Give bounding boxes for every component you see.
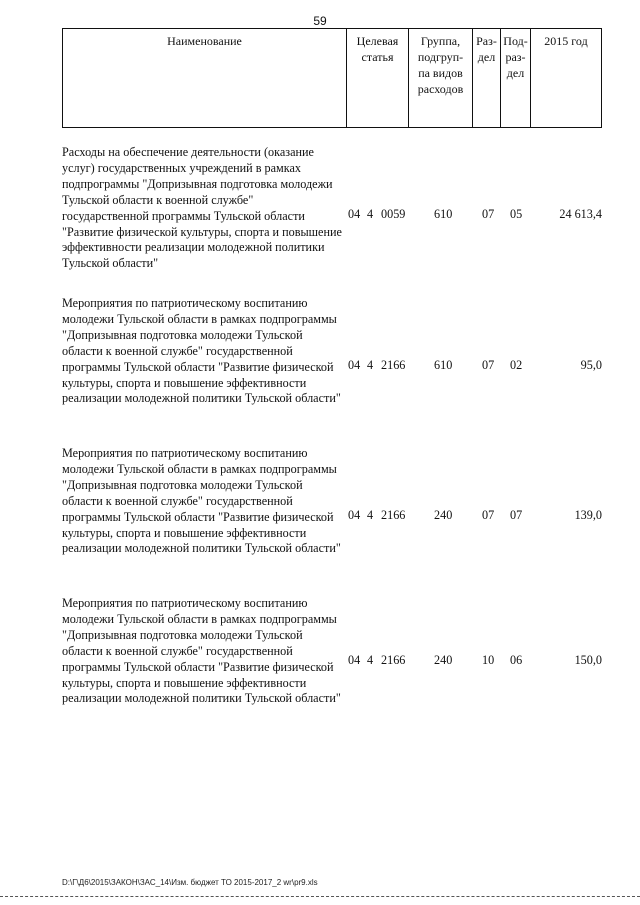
row-code-direction: 2166 [381,358,406,372]
row-code-direction: 0059 [381,207,406,221]
page-edge-divider [0,896,640,897]
row-section: 07 [482,207,495,221]
row-expense-group: 240 [434,508,453,522]
row-expense-group: 240 [434,653,453,667]
row-amount: 150,0 [574,653,602,667]
page-number: 59 [313,14,327,28]
header-year: 2015 год [544,34,588,48]
header-subsection: Под- раз- дел [501,29,531,127]
row-subsection: 05 [510,207,523,221]
row-section: 10 [482,653,495,667]
row-code-program: 04 [348,358,361,372]
row-code-subprogram: 4 [367,358,374,372]
row-description: Мероприятия по патриотическому воспитанию молодежи Тульской области в рамках подпрограммы "Допризывная подготовка молодежи Тульской области к военной службе" государственной программы Тульской области "Развитие физической культуры, спорта и повышение эффективности реализации молодежной политики Тульской области" [62,596,341,706]
row-description: Мероприятия по патриотическому воспитанию молодежи Тульской области в рамках подпрограммы "Допризывная подготовка молодежи Тульской области к военной службе" государственной программы Тульской области "Развитие физической культуры, спорта и повышение эффективности реализации молодежной политики Тульской области" [62,296,341,406]
table-row [62,296,602,426]
row-code-subprogram: 4 [367,207,374,221]
row-code-program: 04 [348,207,361,221]
row-description: Расходы на обеспечение деятельности (оказание услуг) государственных учреждений в рамках подпрограммы "Допризывная подготовка молодежи Тульской области к военной службе" государственной программы Тульской области "Развитие физической культуры, спорта и повышение эффективности реализации молодежной политики Тульской области" [62,145,342,271]
header-name: Наименование [63,29,347,127]
row-code-program: 04 [348,653,361,667]
row-description: Мероприятия по патриотическому воспитанию молодежи Тульской области в рамках подпрограммы "Допризывная подготовка молодежи Тульской области к военной службе" государственной программы Тульской области "Развитие физической культуры, спорта и повышение эффективности реализации молодежной политики Тульской области" [62,446,341,556]
row-subsection: 07 [510,508,523,522]
row-expense-group: 610 [434,358,453,372]
row-code-direction: 2166 [381,653,406,667]
row-amount: 24 613,4 [559,207,602,221]
table-row [62,446,602,576]
row-amount: 95,0 [580,358,602,372]
header-section: Раз- дел [473,29,501,127]
header-target-article: Целевая статья [347,29,409,127]
row-subsection: 02 [510,358,523,372]
row-section: 07 [482,508,495,522]
table-row [62,596,602,726]
row-expense-group: 610 [434,207,453,221]
header-expense-group: Группа, подгруп- па видов расходов [409,29,473,127]
row-section: 07 [482,358,495,372]
row-code-subprogram: 4 [367,653,374,667]
table-row [62,145,602,275]
row-code-direction: 2166 [381,508,406,522]
row-subsection: 06 [510,653,523,667]
table-header [62,28,602,128]
row-code-program: 04 [348,508,361,522]
row-code-subprogram: 4 [367,508,374,522]
file-path-footer: D:\Г\Д6\2015\ЗАКОН\ЗАС_14\Изм. бюджет ТО 2015-2017_2 wr\pr9.xls [62,878,318,887]
row-amount: 139,0 [574,508,602,522]
